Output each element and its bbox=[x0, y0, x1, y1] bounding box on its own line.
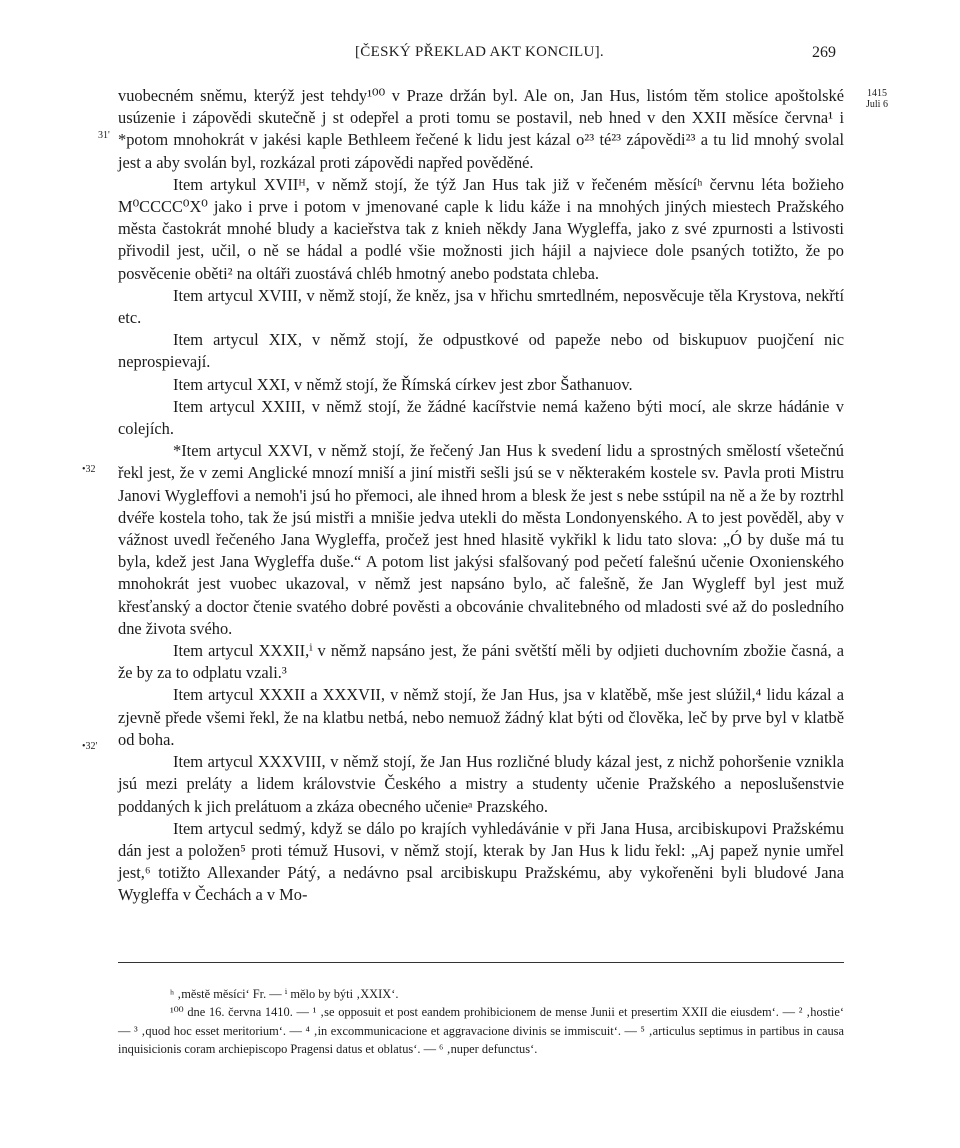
paragraph: Item artycul XVIII, v němž stojí, že kněz, jsa v hřichu smrtedlném, neposvěcuje těla Krystova, nekřtí etc. bbox=[118, 285, 844, 328]
footnote: ʰ ‚městě měsíci‘ Fr. — ⁱ mělo by býti ‚XXIX‘. bbox=[170, 987, 399, 1001]
margin-mark-31: 31' bbox=[98, 130, 110, 141]
page-number: 269 bbox=[812, 44, 836, 61]
running-title: [ČESKÝ PŘEKLAD AKT KONCILU]. bbox=[355, 44, 604, 60]
paragraph: Item artykul XVIIᴴ, v němž stojí, že týž Jan Hus tak již v řečeném měsícíʰ červnu léta božieho M⁰CCCC⁰X⁰ jako i prve i potom v jmenované caple k lidu káže i na mnohých jiných miestech Pražského města častokrát mnohé bludy a kacieřstva tak z knieh někdy Jana Wygleffa, jako z své zpurnosti a lstivosti přivodil jest, učil, o ně se hádal a podlé všie možnosti jich hájil a najviece dole psaných totižto, že po posvěcenie oběti² na oltáři zuostává chléb hmotný anebo podstata chleba. bbox=[118, 174, 844, 283]
paragraph: Item artycul XXI, v němž stojí, že Římská církev jest zbor Šathanuov. bbox=[173, 374, 633, 394]
footnote-divider bbox=[118, 962, 844, 963]
main-text bbox=[118, 85, 844, 907]
margin-date-year: 1415 bbox=[867, 88, 887, 99]
paragraph: vuobecném sněmu, kterýž jest tehdy¹⁰⁰ v Praze držán byl. Ale on, Jan Hus, listóm těm stolice apoštolské usúzenie i zápovědi skutečně j st odepřel a proti tomu se postavil, neb hned v den XXII měsíce června¹ i *potom mnohokrát v jakési kaple Bethleem řečené k lidu jest kázal o²³ té²³ zápovědi²³ a tu lid mnohý svolal jest a aby svolán byl, rozkázal proti zápovědi napřed pověděné. bbox=[118, 86, 844, 172]
paragraph: *Item artycul XXVI, v němž stojí, že řečený Jan Hus k svedení lidu a sprostných smělostí všetečnú řekl jest, že v zemi Anglické mnozí mniší a jiní mistři sešli jsú se v některakém kostele sv. Pavla proti Mistru Janovi Wygleffovi a nemoh'i jsú ho přemoci, ale ihned hrom a blesk že jest s nebe sstúpil na ně a že by roztrhl dvéře kostela toho, tak že jsú mistři a mnišie jedva utekli do města Londonyenského. A to jest pověděl, aby v vážnost uvedl řečeného Jana Wygleffa, pročež jest hned hlasitě vykřikl k lidu tato slova: „Ó by duše má tu byla, kdež jest Jana Wygleffa duše.“ A potom list jakýsi sfalšovaný pod pečetí falešnú učenie Oxonienského mnohokrát jest vuobec ukazoval, v němž jest napsáno bylo, ač falešně, že Jan Wygleff byl jest muž křesťanský a doctor čtenie svatého dobré pověsti a obcovánie chvalitebného od mladosti své až do posledního dne života svého. bbox=[118, 441, 844, 638]
paragraph: Item artycul XXXVIII, v němž stojí, že Jan Hus rozličné bludy kázal jest, z nichž pohoršenie vznikla jsú mezi preláty a lidem královstvie Českého a mistry a studenty učenie Pražského a neposlušenstvie poddaných k jich prelátuom a zkáza obecného učenieᵃ Prazského. bbox=[118, 752, 844, 816]
paragraph: Item artycul sedmý, když se dálo po krajích vyhledávánie v při Jana Husa, arcibiskupovi Pražskému dán jest a položen⁵ proti témuž Husovi, v němž stojí, kterak by Jan Hus k lidu řekl: „Aj papež nynie umřel jest,⁶ totižto Allexander Pátý, a nedávno psal arcibiskupu Pražskému, aby vykořeněni byli bludové Jana Wygleffa v Čechách a v Mo- bbox=[118, 818, 844, 905]
paragraph: Item artycul XIX, v němž stojí, že odpustkové od papeže nebo od biskupuov puojčení nic neprospievají. bbox=[118, 330, 844, 372]
margin-date bbox=[857, 88, 897, 110]
paragraph: Item artycul XXXII,ⁱ v němž napsáno jest, že páni světští měli by odjieti duchovním zbožie časná, a že by za to odplatu vzali.³ bbox=[118, 641, 844, 683]
margin-mark-32: •32 bbox=[82, 464, 96, 475]
margin-mark-32-prime: •32' bbox=[82, 741, 98, 752]
footnotes bbox=[118, 985, 844, 1058]
page-header bbox=[0, 44, 960, 68]
paragraph: Item artycul XXXII a XXXVII, v němž stojí, že Jan Hus, jsa v klatěbě, mše jest slúžil,⁴ lidu kázal a zjevně přede všemi řekl, že na klatbu netbá, nebo nemuož žádný klat býti od člověka, leč by prve byl v klatbě od boha. bbox=[118, 685, 844, 749]
paragraph: Item artycul XXIII, v němž stojí, že žádné kacířstvie nemá kaženo býti mocí, ale skrze hádánie v colejích. bbox=[118, 396, 844, 439]
margin-date-day: Juli 6 bbox=[866, 99, 888, 110]
footnote: ¹⁰⁰ dne 16. června 1410. — ¹ ‚se opposuit et post eandem prohibicionem de mense Junii et presertim XXII die eiusdem‘. — ² ‚hostie‘ — ³ ‚quod hoc esset meritorium‘. — ⁴ ‚in excommunicacione et aggravacione divinis se immiscuit‘. — ⁵ ‚articulus septimus in partibus in causa inquisicionis coram archiepiscopo Pragensi datus et oblatus‘. — ⁶ ‚nuper defunctus‘. bbox=[118, 1005, 844, 1056]
